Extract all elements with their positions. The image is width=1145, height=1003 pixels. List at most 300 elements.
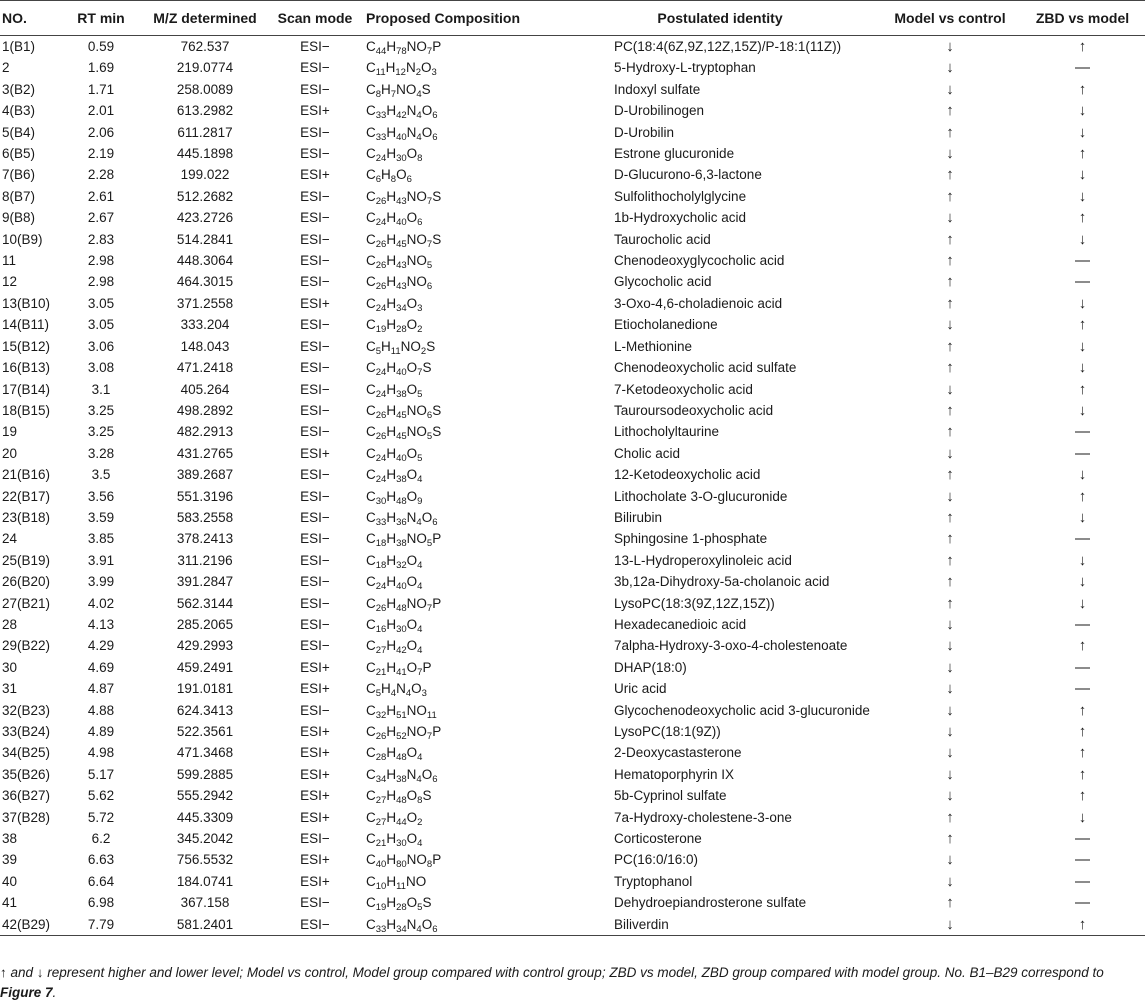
formula-element: O (406, 638, 418, 654)
formula-element: C (366, 467, 376, 483)
cell-rt: 6.63 (87, 852, 115, 868)
formula-subscript: 7 (426, 46, 433, 57)
formula-subscript: 24 (375, 153, 387, 165)
cell-zbd-vs-model (1020, 785, 1145, 806)
formula-element: O (406, 788, 418, 804)
cell-scan-mode: ESI− (300, 39, 330, 54)
table-body (0, 36, 1145, 936)
arrow-up-icon: ↑ (946, 508, 954, 526)
formula-element: P (422, 659, 432, 675)
cell-model-vs-control (880, 400, 1020, 421)
cell-composition (360, 36, 560, 58)
formula-subscript: 6 (432, 923, 438, 935)
dash-icon: — (1075, 830, 1090, 848)
cell-scan-mode: ESI+ (300, 745, 330, 761)
formula-subscript: 26 (375, 195, 387, 207)
cell-zbd-vs-model (1020, 207, 1145, 228)
formula-subscript: 11 (396, 880, 406, 892)
formula-subscript: 27 (375, 645, 387, 657)
cell-mz: 514.2841 (176, 231, 234, 247)
cell-identity: Lithocholate 3-O-glucuronide (614, 488, 788, 504)
header-scan-mode: Scan mode (270, 1, 360, 36)
formula-element: H (386, 766, 397, 782)
formula-element: H (386, 39, 397, 54)
cell-mz: 219.0774 (176, 60, 234, 76)
table-row (0, 400, 1145, 421)
cell-no: 1(B1) (2, 39, 36, 54)
cell-no: 17(B14) (2, 381, 51, 397)
formula-subscript: 40 (396, 452, 407, 464)
formula-element: O (406, 360, 418, 376)
formula-element: S (422, 788, 432, 804)
formula-element: S (422, 895, 432, 911)
arrow-down-icon: ↓ (1078, 187, 1087, 205)
formula-subscript: 5 (426, 538, 433, 550)
cell-no: 22(B17) (2, 488, 51, 504)
formula-subscript: 4 (417, 645, 423, 657)
cell-no: 2 (2, 60, 10, 76)
formula-element: H (386, 488, 397, 504)
formula-subscript: 42 (396, 110, 407, 122)
cell-composition (360, 892, 560, 913)
cell-zbd-vs-model (1020, 229, 1145, 250)
cell-scan-mode: ESI− (300, 552, 330, 568)
formula-subscript: 4 (417, 623, 423, 635)
cell-identity: Chenodeoxycholic acid sulfate (614, 360, 797, 376)
formula-subscript: 5 (375, 688, 382, 700)
header-model-vs-control: Model vs control (880, 1, 1020, 36)
cell-no: 7(B6) (2, 167, 36, 183)
cell-no: 4(B3) (2, 103, 36, 119)
formula-element: C (366, 274, 376, 290)
table-row (0, 550, 1145, 571)
cell-identity: Sulfolithocholylglycine (614, 188, 747, 204)
formula-element: H (386, 574, 397, 590)
formula-subscript: 24 (375, 452, 387, 464)
cell-mz: 445.3309 (176, 809, 234, 825)
header-identity: Postulated identity (560, 1, 880, 36)
formula-subscript: 5 (426, 260, 433, 272)
table-row (0, 164, 1145, 185)
cell-rt: 3.05 (87, 317, 115, 333)
formula-element: P (432, 595, 442, 611)
cell-rt: 5.62 (87, 788, 115, 804)
formula-subscript: 18 (375, 559, 387, 571)
formula-subscript: 4 (417, 474, 423, 486)
cell-identity: Taurocholic acid (614, 231, 711, 247)
formula-subscript: 36 (396, 516, 407, 528)
formula-subscript: 24 (375, 302, 387, 314)
arrow-up-icon: ↑ (1078, 765, 1087, 783)
cell-no: 10(B9) (2, 231, 43, 247)
cell-no: 5(B4) (2, 124, 36, 140)
formula-element: O (406, 831, 418, 847)
cell-identity: Dehydroepiandrosterone sulfate (614, 895, 807, 911)
cell-identity: D-Urobilin (614, 124, 675, 140)
formula-element: N (405, 60, 416, 76)
cell-zbd-vs-model (1020, 122, 1145, 143)
formula-subscript: 2 (417, 324, 423, 336)
cell-composition (360, 100, 560, 121)
formula-element: O (421, 916, 433, 932)
table-row (0, 721, 1145, 742)
cell-model-vs-control (880, 550, 1020, 571)
cell-rt: 2.06 (87, 124, 115, 140)
formula-element: C (366, 317, 376, 333)
formula-subscript: 6 (417, 217, 423, 229)
dash-icon: — (1075, 894, 1090, 912)
table-row (0, 36, 1145, 58)
cell-identity: Glycochenodeoxycholic acid 3-glucuronide (614, 702, 870, 718)
cell-scan-mode: ESI+ (300, 766, 330, 782)
cell-zbd-vs-model (1020, 336, 1145, 357)
cell-zbd-vs-model (1020, 271, 1145, 292)
cell-mz: 285.2065 (176, 616, 234, 632)
cell-zbd-vs-model (1020, 250, 1145, 271)
formula-subscript: 6 (432, 110, 438, 122)
formula-element: S (432, 231, 442, 247)
formula-subscript: 30 (396, 838, 407, 850)
formula-element: O (406, 745, 418, 761)
table-row (0, 57, 1145, 78)
header-rt: RT min (62, 1, 140, 36)
formula-subscript: 18 (375, 538, 387, 550)
formula-subscript: 28 (396, 902, 407, 914)
formula-element: O (406, 467, 418, 483)
table-row (0, 250, 1145, 271)
arrow-down-icon: ↓ (946, 701, 954, 719)
table-row (0, 528, 1145, 549)
arrow-down-icon: ↓ (1078, 551, 1087, 569)
cell-composition (360, 421, 560, 442)
cell-zbd-vs-model (1020, 293, 1145, 314)
cell-mz: 498.2892 (176, 402, 234, 418)
cell-scan-mode: ESI− (300, 424, 330, 440)
formula-subscript: 45 (396, 409, 407, 421)
arrow-up-icon: ↑ (1078, 80, 1087, 98)
cell-identity: 1b-Hydroxycholic acid (614, 210, 747, 226)
cell-model-vs-control (880, 486, 1020, 507)
formula-subscript: 26 (375, 409, 387, 421)
cell-scan-mode: ESI− (300, 402, 330, 418)
cell-scan-mode: ESI− (300, 638, 330, 654)
formula-element: H (386, 295, 397, 311)
cell-rt: 2.98 (87, 274, 115, 290)
formula-subscript: 10 (375, 880, 387, 892)
cell-composition (360, 571, 560, 592)
cell-composition (360, 293, 560, 314)
table-row (0, 571, 1145, 592)
cell-no: 32(B23) (2, 702, 51, 718)
formula-element: H (386, 146, 397, 162)
arrow-down-icon: ↓ (946, 872, 954, 890)
cell-rt: 3.28 (87, 445, 115, 461)
formula-element: C (366, 616, 376, 632)
formula-element: NO (405, 873, 427, 889)
cell-composition (360, 721, 560, 742)
arrow-up-icon: ↑ (1078, 701, 1087, 719)
table-row (0, 79, 1145, 100)
formula-element: H (386, 509, 397, 525)
cell-no: 27(B21) (2, 595, 51, 611)
formula-element: H (381, 681, 391, 697)
arrow-up-icon: ↑ (946, 466, 954, 484)
formula-element: C (366, 574, 376, 590)
formula-element: O (406, 574, 418, 590)
formula-element: C (366, 852, 376, 868)
cell-zbd-vs-model (1020, 164, 1145, 185)
cell-composition (360, 400, 560, 421)
formula-element: NO (406, 424, 427, 440)
cell-identity: 13-L-Hydroperoxylinoleic acid (614, 552, 792, 568)
cell-no: 12 (2, 274, 18, 290)
cell-rt: 3.05 (87, 295, 115, 311)
cell-composition (360, 486, 560, 507)
arrow-down-icon: ↓ (946, 744, 954, 762)
cell-identity: Indoxyl sulfate (614, 81, 701, 97)
cell-rt: 3.25 (87, 402, 115, 418)
cell-rt: 0.59 (87, 39, 115, 54)
formula-element: O (406, 317, 418, 333)
formula-element: H (386, 616, 397, 632)
formula-element: H (381, 167, 391, 183)
formula-subscript: 78 (396, 46, 407, 57)
cell-scan-mode: ESI+ (300, 852, 330, 868)
arrow-up-icon: ↑ (1078, 487, 1087, 505)
cell-scan-mode: ESI− (300, 595, 330, 611)
formula-element: P (432, 724, 442, 739)
formula-element: O (406, 488, 418, 504)
cell-composition (360, 849, 560, 870)
formula-subscript: 4 (416, 88, 422, 100)
cell-composition (360, 379, 560, 400)
formula-element: C (366, 745, 376, 761)
cell-scan-mode: ESI− (300, 60, 330, 76)
formula-element: C (366, 638, 376, 654)
formula-element: H (386, 873, 397, 889)
formula-element: H (386, 445, 397, 461)
table-row (0, 742, 1145, 763)
formula-subscript: 8 (375, 88, 382, 100)
cell-model-vs-control (880, 678, 1020, 699)
formula-element: O (406, 210, 418, 226)
formula-subscript: 7 (417, 367, 423, 379)
cell-identity: 12-Ketodeoxycholic acid (614, 467, 761, 483)
arrow-down-icon: ↓ (1078, 466, 1087, 484)
cell-rt: 6.98 (87, 895, 115, 911)
cell-composition (360, 186, 560, 207)
formula-subscript: 33 (375, 131, 387, 143)
arrow-down-icon: ↓ (946, 765, 954, 783)
formula-subscript: 30 (375, 495, 387, 507)
cell-mz: 148.043 (180, 338, 230, 354)
cell-scan-mode: ESI− (300, 317, 330, 333)
cell-scan-mode: ESI− (300, 381, 330, 397)
cell-scan-mode: ESI+ (300, 295, 330, 311)
cell-rt: 3.85 (87, 531, 115, 547)
arrow-down-icon: ↓ (1078, 294, 1087, 312)
formula-subscript: 4 (390, 688, 397, 700)
table-row (0, 464, 1145, 485)
cell-composition (360, 593, 560, 614)
dash-icon: — (1075, 615, 1090, 633)
dash-icon: — (1075, 680, 1090, 698)
arrow-up-icon: ↑ (946, 252, 954, 270)
cell-no: 29(B22) (2, 638, 51, 654)
cell-scan-mode: ESI+ (300, 103, 330, 119)
cell-model-vs-control (880, 100, 1020, 121)
cell-rt: 4.98 (87, 745, 115, 761)
arrow-down-icon: ↓ (946, 80, 954, 98)
formula-subscript: 43 (396, 195, 407, 207)
cell-zbd-vs-model (1020, 635, 1145, 656)
cell-identity: Etiocholanedione (614, 317, 718, 333)
cell-zbd-vs-model (1020, 614, 1145, 635)
formula-element: N (406, 103, 417, 119)
cell-scan-mode: ESI− (300, 360, 330, 376)
table-row (0, 892, 1145, 913)
arrow-down-icon: ↓ (1078, 123, 1087, 141)
formula-element: C (366, 124, 376, 140)
table-row (0, 828, 1145, 849)
cell-zbd-vs-model (1020, 36, 1145, 58)
cell-identity: Sphingosine 1-phosphate (614, 531, 768, 547)
formula-subscript: 48 (396, 495, 407, 507)
cell-zbd-vs-model (1020, 100, 1145, 121)
formula-element: C (366, 402, 376, 418)
cell-model-vs-control (880, 700, 1020, 721)
cell-composition (360, 807, 560, 828)
formula-subscript: 7 (426, 602, 433, 614)
cell-rt: 1.69 (87, 60, 115, 76)
cell-composition (360, 164, 560, 185)
formula-element: N (406, 509, 417, 525)
cell-composition (360, 785, 560, 806)
formula-subscript: 9 (417, 495, 423, 507)
arrow-down-icon: ↓ (1078, 808, 1087, 826)
formula-subscript: 7 (417, 666, 423, 678)
arrow-up-icon: ↑ (1078, 38, 1087, 55)
formula-subscript: 33 (375, 923, 387, 935)
cell-zbd-vs-model (1020, 314, 1145, 335)
formula-element: NO (406, 531, 427, 547)
formula-element: C (366, 831, 376, 847)
formula-element: C (366, 552, 376, 568)
formula-element: O (421, 103, 433, 119)
cell-model-vs-control (880, 785, 1020, 806)
cell-scan-mode: ESI+ (300, 659, 330, 675)
cell-model-vs-control (880, 892, 1020, 913)
cell-scan-mode: ESI+ (300, 873, 330, 889)
arrow-down-icon: ↓ (946, 723, 954, 740)
formula-element: H (386, 702, 397, 718)
formula-element: O (406, 552, 418, 568)
formula-element: C (366, 210, 376, 226)
cell-identity: Uric acid (614, 681, 667, 697)
formula-subscript: 2 (420, 345, 427, 357)
formula-subscript: 3 (417, 302, 423, 314)
cell-no: 3(B2) (2, 81, 36, 97)
formula-element: H (386, 188, 397, 204)
arrow-up-icon: ↑ (1078, 915, 1087, 933)
arrow-up-icon: ↑ (946, 187, 954, 205)
cell-scan-mode: ESI− (300, 124, 330, 140)
cell-composition (360, 678, 560, 699)
cell-identity: Hexadecanedioic acid (614, 616, 747, 632)
cell-zbd-vs-model (1020, 186, 1145, 207)
cell-scan-mode: ESI+ (300, 681, 330, 697)
arrow-down-icon: ↓ (1078, 573, 1087, 591)
formula-element: H (386, 895, 397, 911)
table-row (0, 379, 1145, 400)
formula-subscript: 5 (417, 902, 423, 914)
cell-mz: 448.3064 (176, 253, 234, 269)
formula-element: H (386, 595, 397, 611)
table-row (0, 314, 1145, 335)
cell-rt: 3.06 (87, 338, 115, 354)
arrow-up-icon: ↑ (946, 894, 954, 912)
cell-zbd-vs-model (1020, 828, 1145, 849)
cell-no: 24 (2, 531, 18, 547)
cell-zbd-vs-model (1020, 57, 1145, 78)
formula-element: NO (406, 188, 427, 204)
table-row (0, 271, 1145, 292)
table-row (0, 807, 1145, 828)
formula-subscript: 43 (396, 281, 407, 293)
dash-icon: — (1075, 851, 1090, 869)
formula-element: H (386, 831, 397, 847)
cell-identity: Tryptophanol (614, 873, 693, 889)
cell-rt: 4.69 (87, 659, 115, 675)
table-row (0, 914, 1145, 936)
cell-model-vs-control (880, 421, 1020, 442)
formula-element: H (386, 274, 397, 290)
cell-model-vs-control (880, 828, 1020, 849)
cell-rt: 2.67 (87, 210, 115, 226)
cell-model-vs-control (880, 635, 1020, 656)
arrow-up-icon: ↑ (946, 273, 954, 291)
cell-model-vs-control (880, 164, 1020, 185)
formula-subscript: 7 (426, 195, 433, 207)
cell-no: 13(B10) (2, 295, 51, 311)
dash-icon: — (1075, 273, 1090, 291)
cell-model-vs-control (880, 79, 1020, 100)
cell-identity: Biliverdin (560, 914, 880, 936)
header-zbd-vs-model: ZBD vs model (1020, 1, 1145, 36)
formula-element: C (366, 702, 376, 718)
formula-element: C (366, 381, 376, 397)
cell-composition (360, 614, 560, 635)
cell-model-vs-control (880, 443, 1020, 464)
cell-zbd-vs-model (1020, 914, 1145, 936)
cell-model-vs-control (880, 614, 1020, 635)
cell-zbd-vs-model (1020, 79, 1145, 100)
cell-rt: 2.61 (87, 188, 115, 204)
formula-subscript: 2 (417, 816, 423, 828)
formula-element: O (421, 766, 433, 782)
formula-subscript: 52 (396, 731, 407, 742)
formula-element: O (406, 295, 418, 311)
formula-subscript: 24 (375, 581, 387, 593)
cell-mz: 562.3144 (176, 595, 234, 611)
cell-no: 28 (2, 616, 18, 632)
arrow-up-icon: ↑ (1078, 380, 1087, 398)
formula-subscript: 8 (417, 153, 423, 165)
arrow-up-icon: ↑ (946, 423, 954, 441)
table-row (0, 336, 1145, 357)
formula-subscript: 4 (417, 752, 423, 764)
cell-composition (360, 122, 560, 143)
